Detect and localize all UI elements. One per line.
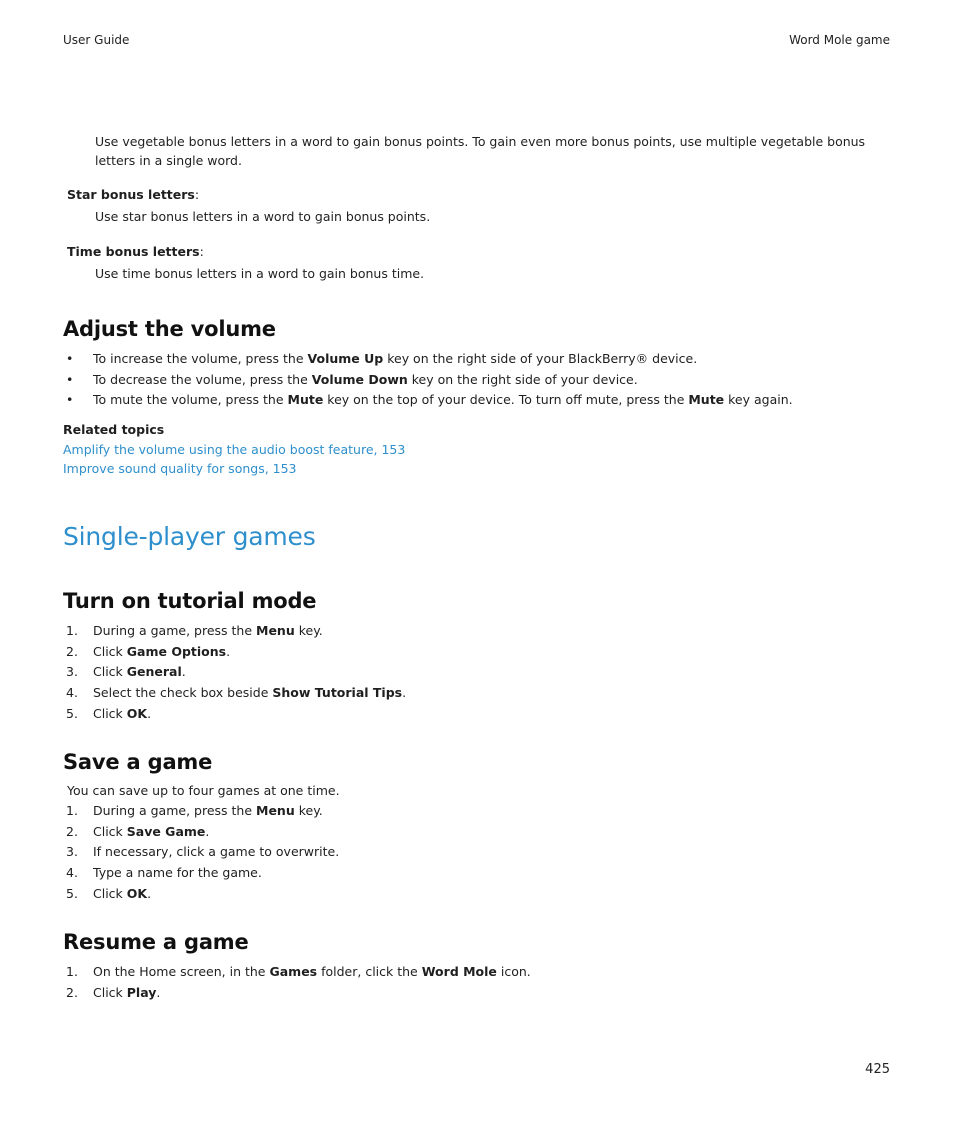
step-text: . [147,705,152,721]
ui-term: OK [126,885,148,901]
ui-term: Games [269,964,318,979]
tutorial-heading: Turn on tutorial mode [63,589,317,613]
item-text: key on the top of your device. To turn off mute, press the [323,392,689,408]
ui-term: OK [126,705,148,721]
step-text: . [181,664,186,680]
step-text: . [205,823,210,839]
section-title: Single-player games [63,522,316,551]
step-number: 4. [66,685,78,701]
list-item [63,683,406,704]
item-text: To increase the volume, press the [93,351,308,366]
step-number: 4. [66,865,78,881]
ui-term: General [126,664,182,680]
resume-game-heading: Resume a game [63,930,249,954]
step-number: 5. [66,885,78,901]
step-number: 5. [66,705,78,721]
related-topics-links [63,440,405,478]
key-name: Volume Up [307,351,384,366]
step-text: During a game, press the [93,623,257,638]
star-bonus-description: Use star bonus letters in a word to gain bonus points. [95,209,431,224]
item-text: To decrease the volume, press the [93,371,312,387]
list-item [63,704,406,725]
step-text: Type a name for the game. [93,865,262,881]
save-game-intro: You can save up to four games at one time. [67,783,340,798]
list-item [63,983,531,1004]
item-text: key on the right side of your device. [407,371,638,387]
tutorial-steps [63,621,406,724]
step-text: . [156,984,161,1000]
step-number: 2. [66,823,78,839]
list-item [63,822,339,843]
step-number: 1. [66,964,78,979]
list-item [63,842,339,863]
time-bonus-term [67,244,204,259]
related-link-audio-boost[interactable]: Amplify the volume using the audio boost feature, 153 [63,442,406,457]
time-bonus-term-colon: : [199,244,204,259]
adjust-volume-heading: Adjust the volume [63,317,276,341]
step-text: icon. [496,964,531,979]
item-text: To mute the volume, press the [93,392,288,408]
star-bonus-term [67,187,199,202]
list-item [63,349,793,370]
related-link-sound-quality[interactable]: Improve sound quality for songs, 153 [63,461,297,476]
star-bonus-term-label: Star bonus letters [67,187,195,202]
list-item [63,390,793,411]
bullet-marker: • [66,371,74,387]
running-header-left: User Guide [63,33,130,47]
step-number: 2. [66,984,78,1000]
step-text: Click [93,885,127,901]
step-text: . [226,643,231,659]
step-text: Select the check box beside [93,685,273,701]
step-text: Click [93,823,127,839]
list-item [63,863,339,884]
step-text: key. [294,623,323,638]
step-text: If necessary, click a game to overwrite. [93,844,340,860]
list-item [63,884,339,905]
time-bonus-description: Use time bonus letters in a word to gain bonus time. [95,266,425,281]
key-name: Mute [287,392,324,408]
step-text: . [402,685,407,701]
list-item [63,370,793,391]
list-item [63,621,406,642]
ui-term: Show Tutorial Tips [272,685,403,701]
step-text: Click [93,643,127,659]
bullet-marker: • [66,392,74,408]
step-text: On the Home screen, in the [93,964,270,979]
star-bonus-term-colon: : [194,187,200,202]
save-game-heading: Save a game [63,750,213,774]
step-number: 1. [66,623,78,638]
step-number: 1. [66,803,78,818]
list-item [63,642,406,663]
step-text: key. [294,803,323,818]
step-text: Click [93,705,127,721]
step-text: Click [93,664,127,680]
step-text: Click [93,984,127,1000]
ui-term: Menu [256,803,295,818]
ui-term: Menu [256,623,295,638]
key-name: Mute [688,392,725,408]
bullet-marker: • [66,351,74,366]
save-game-steps [63,801,339,904]
list-item [63,962,531,983]
item-text: key again. [724,392,793,408]
time-bonus-term-label: Time bonus letters [67,244,200,259]
ui-term: Save Game [126,823,206,839]
running-header-right: Word Mole game [789,33,890,47]
item-text: key on the right side of your BlackBerry® device. [383,351,698,366]
ui-term: Word Mole [421,964,497,979]
list-item [63,662,406,683]
step-text: During a game, press the [93,803,257,818]
ui-term: Play [126,984,157,1000]
step-number: 3. [66,844,78,860]
vegetable-bonus-description: Use vegetable bonus letters in a word to gain bonus points. To gain even more bonus points, use multiple vegetable bonus letters in a single word. [95,134,866,168]
step-text: . [147,885,152,901]
step-number: 3. [66,664,78,680]
adjust-volume-list [63,349,793,411]
list-item [63,801,339,822]
step-text: folder, click the [317,964,422,979]
related-topics-title: Related topics [63,422,165,437]
resume-game-steps [63,962,531,1003]
page-number: 425 [865,1062,890,1077]
ui-term: Game Options [126,643,227,659]
step-number: 2. [66,643,78,659]
key-name: Volume Down [311,371,408,387]
